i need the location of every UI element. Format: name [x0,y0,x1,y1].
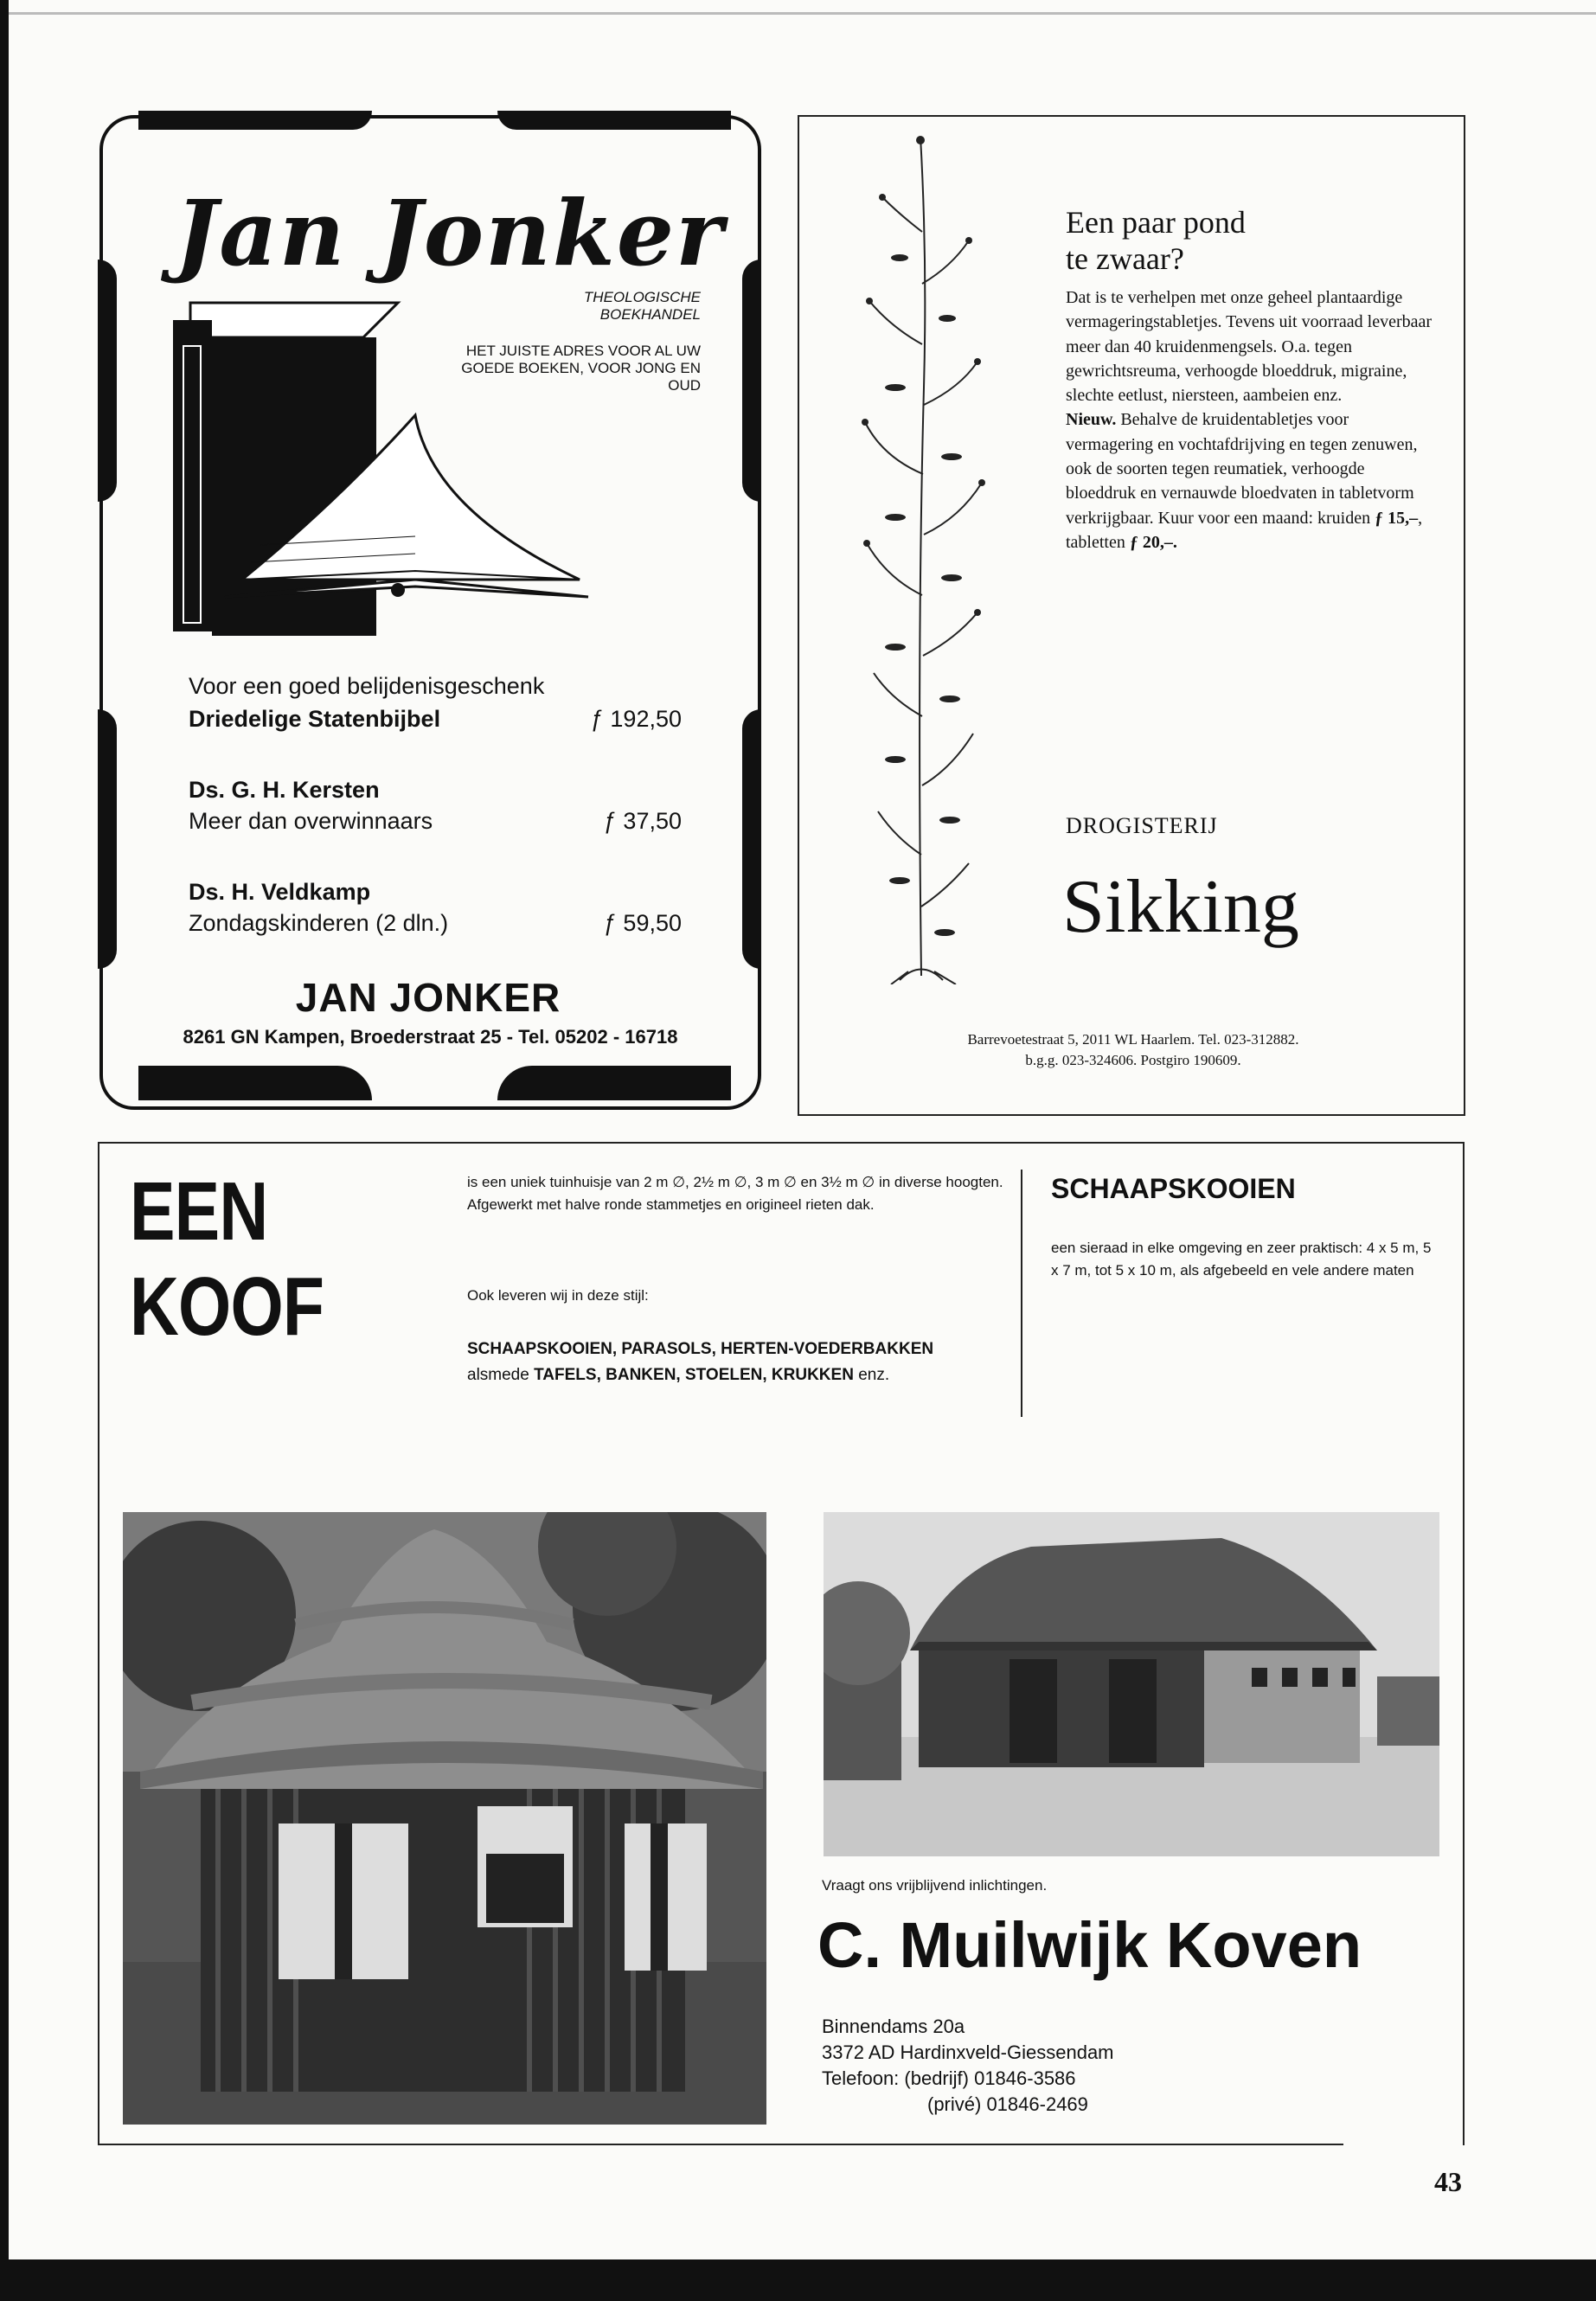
body-paragraph-2: Behalve de kruidentabletjes voor vermagering en vochtafdrijving en tegen zenuwen, ook de soorten tegen reumatiek, verhoogde bloeddruk en vernauwde bloedvaten in tabletvorm verkrijgbaar. Kuur voor een maand: kruiden [1066,410,1418,528]
column-divider [1021,1170,1022,1417]
slogan: HET JUISTE ADRES VOOR AL UW GOEDE BOEKEN, VOOR JONG EN OUD [461,343,701,394]
frame-bar-top-left [138,111,372,130]
sikking-address [813,1029,1453,1071]
scan-edge-left [0,0,9,2301]
headline-line-2: te zwaar? [1066,241,1184,276]
intro-text: is een uniek tuinhuisje van 2 m ∅, 2½ m ∅, 3 m ∅ en 3½ m ∅ in diverse hoogten. Afgewerkt met halve ronde stammetjes en origineel rieten dak. [467,1174,1003,1213]
phone-private: (privé) 01846-2469 [927,2093,1088,2115]
products-suffix: enz. [853,1366,890,1384]
shop-name: JAN JONKER [295,975,561,1020]
scan-edge-top [9,12,1596,15]
body-tablets-label: , tabletten [1066,508,1423,552]
frame-bar-right-upper [742,260,761,502]
frame-bar-right-lower [742,709,761,969]
scan-edge-bottom [0,2259,1596,2301]
price-tablets: ƒ 20,–. [1129,532,1177,552]
list-item [189,808,682,835]
new-label: Nieuw. [1066,410,1117,430]
frame-bar-bottom-left [138,1066,372,1100]
muilwijk-frame-bottom [98,2144,1343,2145]
frame-bar-top-right [497,111,731,130]
inquiry-text: Vraagt ons vrijblijvend inlichtingen. [822,1877,1048,1894]
shop-address: 8261 GN Kampen, Broederstraat 25 - Tel. 05202 - 16718 [183,1026,678,1048]
street: Binnendams 20a [822,2016,965,2037]
right-description: een sieraad in elke omgeving en zeer praktisch: 4 x 5 m, 5 x 7 m, tot 5 x 10 m, als afgebeeld en vele andere maten [1051,1240,1432,1279]
products-connector: alsmede [467,1366,535,1384]
headline-line-1: Een paar pond [1066,205,1246,240]
also-text: Ook leveren wij in deze stijl: [467,1287,649,1304]
frame-bar-bottom-right [497,1066,731,1100]
book-author: Ds. H. Veldkamp [189,879,371,905]
city: 3372 AD Hardinxveld-Giessendam [822,2041,1114,2063]
herb-plant-illustration [848,128,995,984]
open-book-illustration [164,285,597,649]
book-price: ƒ 59,50 [603,910,682,936]
tagline: THEOLOGISCHE BOEKHANDEL [583,289,701,323]
shop-type: DROGISTERIJ [1066,813,1218,838]
right-heading: SCHAAPSKOOIEN [1051,1173,1296,1204]
brand-name: Sikking [1062,865,1299,949]
book-title: Meer dan overwinnaars [189,808,433,834]
body-paragraph-1: Dat is te verhelpen met onze geheel plantaardige vermageringstabletjes. Tevens uit voorraad leverbaar meer dan 40 kruidenmengsels. O.a. tegen gewrichtsreuma, verhoogde bloeddruk, migraine, slechte eetlust, niersteen, aambeien enz. [1066,288,1433,406]
sheepfold-photo [824,1512,1439,1856]
products-group-b: TAFELS, BANKEN, STOELEN, KRUKKEN [534,1366,854,1384]
list-item [189,706,682,733]
frame-bar-left-upper [98,260,117,502]
list-item [189,910,682,937]
frame-bar-left-lower [98,709,117,969]
book-title: Driedelige Statenbijbel [189,706,441,732]
contact-details [822,2014,1254,2118]
round-hut-photo [123,1512,766,2125]
price-herbs: ƒ 15,– [1375,508,1419,528]
company-name: C. Muilwijk Koven [817,1909,1362,1981]
sikking-body-text [1066,285,1433,554]
page-number: 43 [1434,2166,1462,2197]
address-line-1: Barrevoetestraat 5, 2011 WL Haarlem. Tel. 023-312882. [967,1031,1299,1048]
book-author: Ds. G. H. Kersten [189,777,380,803]
offer-intro: Voor een goed belijdenisgeschenk [189,673,545,699]
jan-jonker-logo: Jan Jonker [175,180,725,286]
address-line-2: b.g.g. 023-324606. Postgiro 190609. [1025,1052,1241,1068]
product-list [467,1336,952,1388]
products-group-a: SCHAAPSKOOIEN, PARASOLS, HERTEN-VOEDERBAKKEN [467,1340,934,1358]
book-title: Zondagskinderen (2 dln.) [189,910,449,936]
sikking-headline [1066,204,1429,277]
phone-business: Telefoon: (bedrijf) 01846-3586 [822,2067,1076,2089]
headline: EEN KOOF [130,1165,324,1353]
book-price: ƒ 37,50 [603,808,682,834]
book-price: ƒ 192,50 [590,706,682,732]
